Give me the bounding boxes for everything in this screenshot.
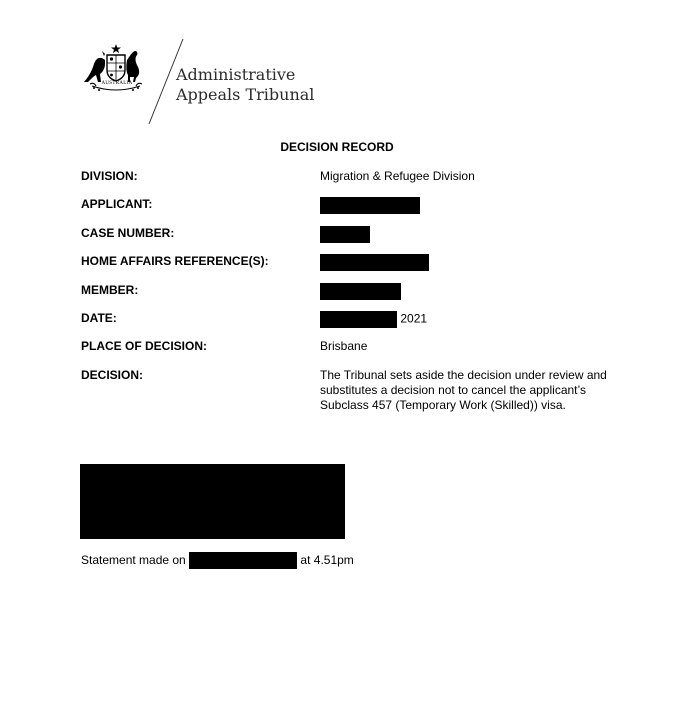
applicant-value	[320, 197, 610, 214]
organisation-name-line-2: Appeals Tribunal	[176, 85, 315, 104]
home-affairs-label: HOME AFFAIRS REFERENCE(S):	[81, 254, 269, 269]
row-home-affairs-reference	[81, 253, 621, 281]
member-label: MEMBER:	[81, 282, 139, 297]
statement-prefix: Statement made on	[81, 553, 186, 567]
decision-label: DECISION:	[81, 367, 144, 382]
statement-suffix: at 4.51pm	[300, 553, 354, 567]
applicant-label: APPLICANT:	[81, 197, 153, 212]
case-number-redaction	[320, 226, 370, 243]
member-value	[320, 283, 610, 300]
date-label: DATE:	[81, 310, 117, 325]
member-redaction	[320, 283, 401, 300]
row-place-of-decision	[81, 338, 621, 366]
division-value: Migration & Refugee Division	[320, 169, 475, 183]
statement-line	[81, 552, 354, 569]
date-year: 2021	[400, 311, 428, 326]
row-member	[81, 282, 621, 310]
date-value	[320, 311, 610, 328]
crest-ribbon-text: AUSTRALIA	[101, 81, 133, 86]
decision-fields	[81, 168, 621, 412]
date-redaction	[320, 311, 397, 328]
case-number-label: CASE NUMBER:	[81, 225, 175, 240]
decision-value: The Tribunal sets aside the decision under review and substitutes a decision not to cancel the applicant’s Subclass 457 (Temporary Work (Skilled)) visa.	[320, 367, 607, 412]
place-value: Brisbane	[320, 339, 368, 354]
division-label: DIVISION:	[81, 169, 138, 183]
coat-of-arms-icon	[80, 42, 152, 96]
home-affairs-value	[320, 254, 610, 271]
row-decision	[81, 367, 621, 412]
home-affairs-redaction	[320, 254, 429, 271]
signature-redaction	[80, 464, 345, 539]
organisation-name-line-1: Administrative	[176, 65, 296, 84]
place-label: PLACE OF DECISION:	[81, 339, 208, 354]
row-case-number	[81, 225, 621, 253]
letterhead	[80, 38, 400, 128]
case-number-value	[320, 226, 610, 243]
statement-date-redaction	[189, 552, 297, 569]
organisation-name	[176, 65, 314, 105]
row-division	[81, 168, 621, 196]
row-applicant	[81, 196, 621, 224]
row-date	[81, 310, 621, 338]
applicant-redaction	[320, 197, 420, 214]
document-title: DECISION RECORD	[280, 140, 394, 154]
